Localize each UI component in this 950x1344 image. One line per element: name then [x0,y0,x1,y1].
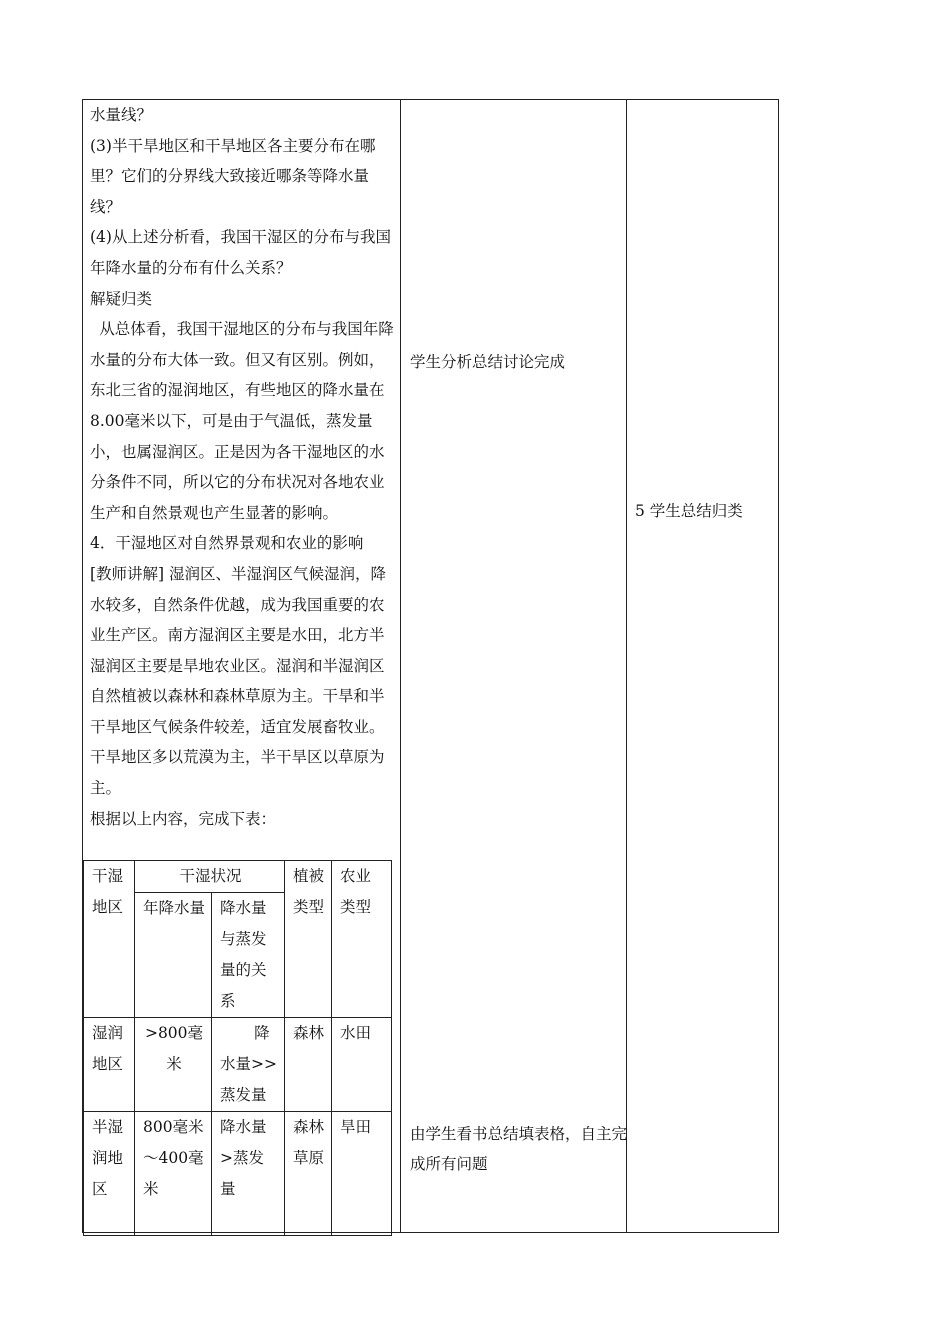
question-3: (3)半干旱地区和干旱地区各主要分布在哪里？它们的分界线大致接近哪条等降水量线？ [90,136,376,216]
cell-region: 半湿润地区 [84,1112,135,1236]
cell-relation: 降水量>>蒸发量 [212,1018,285,1112]
design-intent-note: 5 学生总结归类 [635,502,743,520]
cell-agriculture: 旱田 [332,1112,392,1236]
column-divider-2 [626,100,627,1232]
table-row [84,1112,392,1236]
cell-rainfall: >800毫米 [135,1018,212,1112]
cell-agriculture: 水田 [332,1018,392,1112]
teacher-explanation: [教师讲解] 湿润区、半湿润区气候湿润，降水较多，自然条件优越，成为我国重要的农业生产区。南方湿润区主要是水田，北方半湿润区主要是旱地农业区。湿润和半湿润区自然植被以森林和森林草原为主。干旱和半干旱地区气候条件较差，适宜发展畜牧业。干旱地区多以荒漠为主，半干旱区以草原为主。 [90,564,387,798]
column-divider-1 [400,100,401,1232]
student-activity-note-1: 学生分析总结讨论完成 [410,353,566,371]
section-4-heading: 4．干湿地区对自然界景观和农业的影响 [90,534,364,553]
table-instruction: 根据以上内容，完成下表： [90,809,277,828]
question-4: (4)从上述分析看，我国干湿区的分布与我国年降水量的分布有什么关系？ [90,228,391,277]
summary-paragraph: 从总体看，我国干湿地区的分布与我国年降水量的分布大体一致。但又有区别。例如，东北三省的湿润地区，有些地区的降水量在8.00毫米以下，可是由于气温低，蒸发量小，也属湿润区。正是因为各干湿地区的水分条件不同，所以它的分布状况对各地农业生产和自然景观也产生显著的影响。 [90,320,394,522]
header-agriculture: 农业类型 [332,861,392,1018]
header-rainfall: 年降水量 [135,893,212,1018]
dry-wet-region-table [83,860,392,1236]
table-row [84,1018,392,1112]
student-activity-note-2: 由学生看书总结填表格，自主完成所有问题 [410,1125,628,1173]
header-relation: 降水量与蒸发量的关系 [212,893,285,1018]
header-vegetation: 植被类型 [285,861,332,1018]
header-region: 干湿地区 [84,861,135,1018]
cell-relation: 降水量>蒸发量 [212,1112,285,1236]
section-heading: 解疑归类 [90,289,153,308]
header-status: 干湿状况 [135,861,285,893]
cell-rainfall: 800毫米～400毫米 [135,1112,212,1236]
cell-vegetation: 森林 [285,1018,332,1112]
cell-region: 湿润地区 [84,1018,135,1112]
paragraph-continued: 水量线？ [90,106,153,124]
cell-vegetation: 森林草原 [285,1112,332,1236]
teaching-content-column [90,100,395,834]
lesson-plan-table [82,99,779,1233]
